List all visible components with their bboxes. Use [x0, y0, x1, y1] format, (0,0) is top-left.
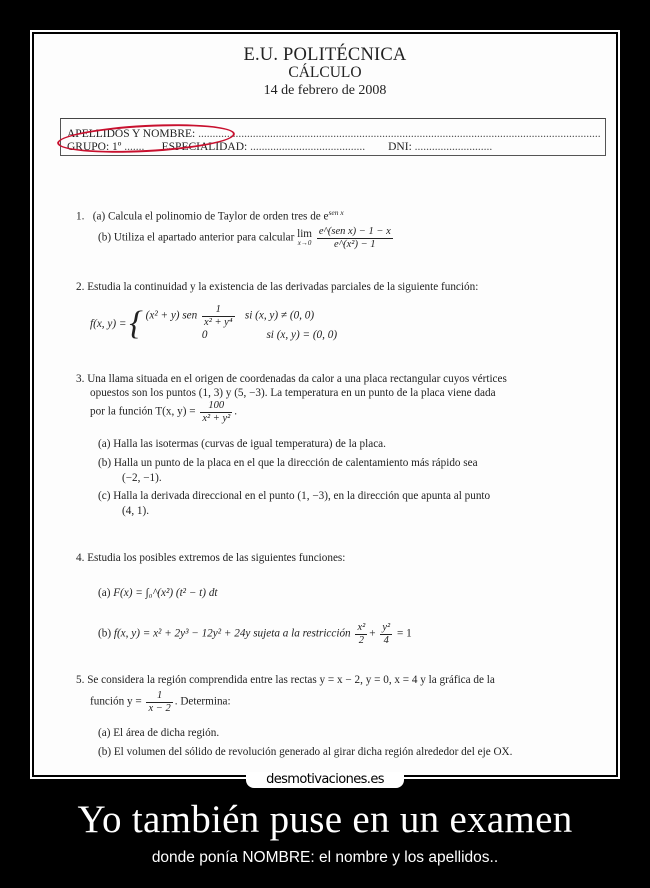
- fraction: [317, 226, 393, 250]
- numerator: 1: [146, 690, 172, 703]
- q-text: Utiliza el apartado anterior para calcular: [113, 231, 295, 244]
- q-text: Calcula el polinomio de Taylor de orden tres de e: [108, 210, 329, 223]
- question-3a: [98, 437, 386, 451]
- denominator: x − 2: [148, 702, 171, 714]
- fraction: [200, 400, 232, 424]
- fraction: [380, 622, 392, 646]
- question-5: [76, 673, 495, 687]
- numerator: e^(sen x) − 1 − x: [318, 226, 391, 237]
- specialty-field: ........................................: [250, 141, 366, 153]
- q-text: función y =: [90, 695, 142, 708]
- q-part-label: (b): [98, 746, 112, 758]
- q-text: Halla las isotermas (curvas de igual temperatura) de la placa.: [113, 438, 386, 450]
- q-number: 4.: [76, 552, 85, 564]
- function-name: f(x, y) =: [90, 317, 127, 330]
- case-expr: (x² + y) sen: [145, 309, 198, 322]
- denominator: 2: [358, 634, 364, 646]
- q-text: . Determina:: [174, 695, 231, 708]
- name-field: ............................................................................................................................................: [198, 128, 601, 140]
- question-3: [76, 372, 507, 386]
- numerator: 1: [202, 304, 234, 317]
- group-label: GRUPO: 1º: [67, 141, 122, 153]
- fraction: [146, 690, 172, 714]
- dni-field: ...........................: [414, 141, 493, 153]
- poster-caption: Yo también puse en un examen: [77, 798, 573, 841]
- exam-school: E.U. POLITÉCNICA: [243, 45, 407, 65]
- group-field: .......: [124, 141, 145, 153]
- q-part-label: (a): [98, 727, 111, 739]
- q-part-label: (a): [98, 438, 111, 450]
- question-1a: [76, 208, 344, 224]
- question-5a: [98, 726, 219, 740]
- question-4b: (b) f(x, y) = x² + 2y³ − 12y² + 24y sujeta a la restricción $\frac{\text{x²}}{2}$ + $\frac{\text{y²}}{4}$ = 1: [98, 622, 412, 646]
- q-part-label: (b): [98, 457, 112, 469]
- limit-label: lim: [297, 227, 313, 240]
- exam-date: 14 de febrero de 2008: [263, 83, 387, 98]
- q5-function: [90, 690, 231, 714]
- q-text-line2: (−2, −1).: [122, 472, 162, 484]
- denominator: e^(x²) − 1: [334, 238, 376, 250]
- piecewise-function: [90, 304, 337, 344]
- denominator: x² + y⁴: [204, 316, 233, 328]
- q-part-label: (c): [98, 490, 111, 502]
- case-cond: si (x, y) ≠ (0, 0): [244, 309, 315, 322]
- fraction: [202, 304, 234, 328]
- denominator: 4: [383, 634, 389, 646]
- case-1: [146, 304, 337, 328]
- question-5b: [98, 745, 512, 759]
- cases: [146, 304, 337, 344]
- q-text: El volumen del sólido de revolución generado al girar dicha región alrededor del eje OX.: [113, 746, 513, 758]
- exam-subject: CÁLCULO: [288, 64, 362, 81]
- numerator: y²: [382, 622, 391, 633]
- q-text: Se considera la región comprendida entre las rectas y = x − 2, y = 0, x = 4 y la gráfica de la: [87, 674, 495, 686]
- q-part-label: (b): [98, 231, 112, 244]
- exam-photo: [34, 34, 616, 775]
- q-number: 1.: [76, 210, 85, 223]
- q-number: 3.: [76, 373, 85, 385]
- name-label: APELLIDOS Y NOMBRE:: [67, 128, 196, 140]
- q-text: Estudia la continuidad y la existencia de las derivadas parciales de la siguiente función:: [87, 281, 479, 293]
- numerator: 100: [200, 400, 232, 413]
- fraction: [355, 622, 367, 646]
- q-text: Halla un punto de la placa en el que la dirección de calentamiento más rápido sea: [113, 457, 478, 469]
- q-expr: f(x, y) = x² + 2y³ − 12y² + 24y sujeta a la restricción: [113, 627, 351, 640]
- q-expr-tail: = 1: [396, 627, 412, 640]
- specialty-label: ESPECIALIDAD:: [161, 141, 248, 153]
- poster-subcaption: donde ponía NOMBRE: el nombre y los apellidos..: [151, 849, 499, 866]
- q-text: El área de dicha región.: [113, 727, 220, 739]
- q3-temperature-function: por la función T(x, y) = $\frac{100}{\text{x² + y²}}$ .: [90, 400, 238, 424]
- case-cond: si (x, y) = (0, 0): [266, 329, 338, 342]
- site-watermark: desmotivaciones.es: [246, 772, 404, 788]
- question-3c: [98, 489, 490, 503]
- case-2: [146, 328, 337, 344]
- question-4a: [98, 586, 218, 600]
- denominator: x² + y²: [202, 412, 231, 424]
- q-part-label: (a): [98, 587, 111, 599]
- question-1b: [98, 226, 395, 250]
- left-brace: {: [129, 304, 143, 342]
- q-text: Halla la derivada direccional en el punto (1, −3), en la dirección que apunta al punto: [113, 490, 491, 502]
- limit-sub: x→0: [297, 239, 312, 248]
- question-3b: [98, 456, 478, 470]
- limit: [297, 229, 312, 247]
- q-text-line2: (4, 1).: [122, 505, 150, 517]
- q-number: 2.: [76, 281, 85, 293]
- q-sup: sen x: [328, 208, 344, 217]
- question-2: [76, 280, 478, 294]
- case-expr: 0: [201, 329, 208, 342]
- q-part-label: (b): [98, 627, 112, 640]
- question-4: [76, 551, 345, 565]
- dni-label: DNI:: [388, 141, 412, 153]
- q-text: por la función T(x, y) =: [90, 405, 196, 418]
- q-text: Una llama situada en el origen de coordenadas da calor a una placa rectangular cuyos vértices: [87, 373, 507, 385]
- q-text-line2: opuestos son los puntos (1, 3) y (5, −3). La temperatura en un punto de la placa viene dada: [90, 387, 496, 399]
- q-part-label: (a): [92, 210, 106, 223]
- q-expr: F(x) = ∫₀^(x²) (t² − t) dt: [113, 587, 218, 599]
- q-number: 5.: [76, 674, 85, 686]
- numerator: x²: [357, 622, 366, 633]
- q-text: Estudia los posibles extremos de las siguientes funciones:: [87, 552, 346, 564]
